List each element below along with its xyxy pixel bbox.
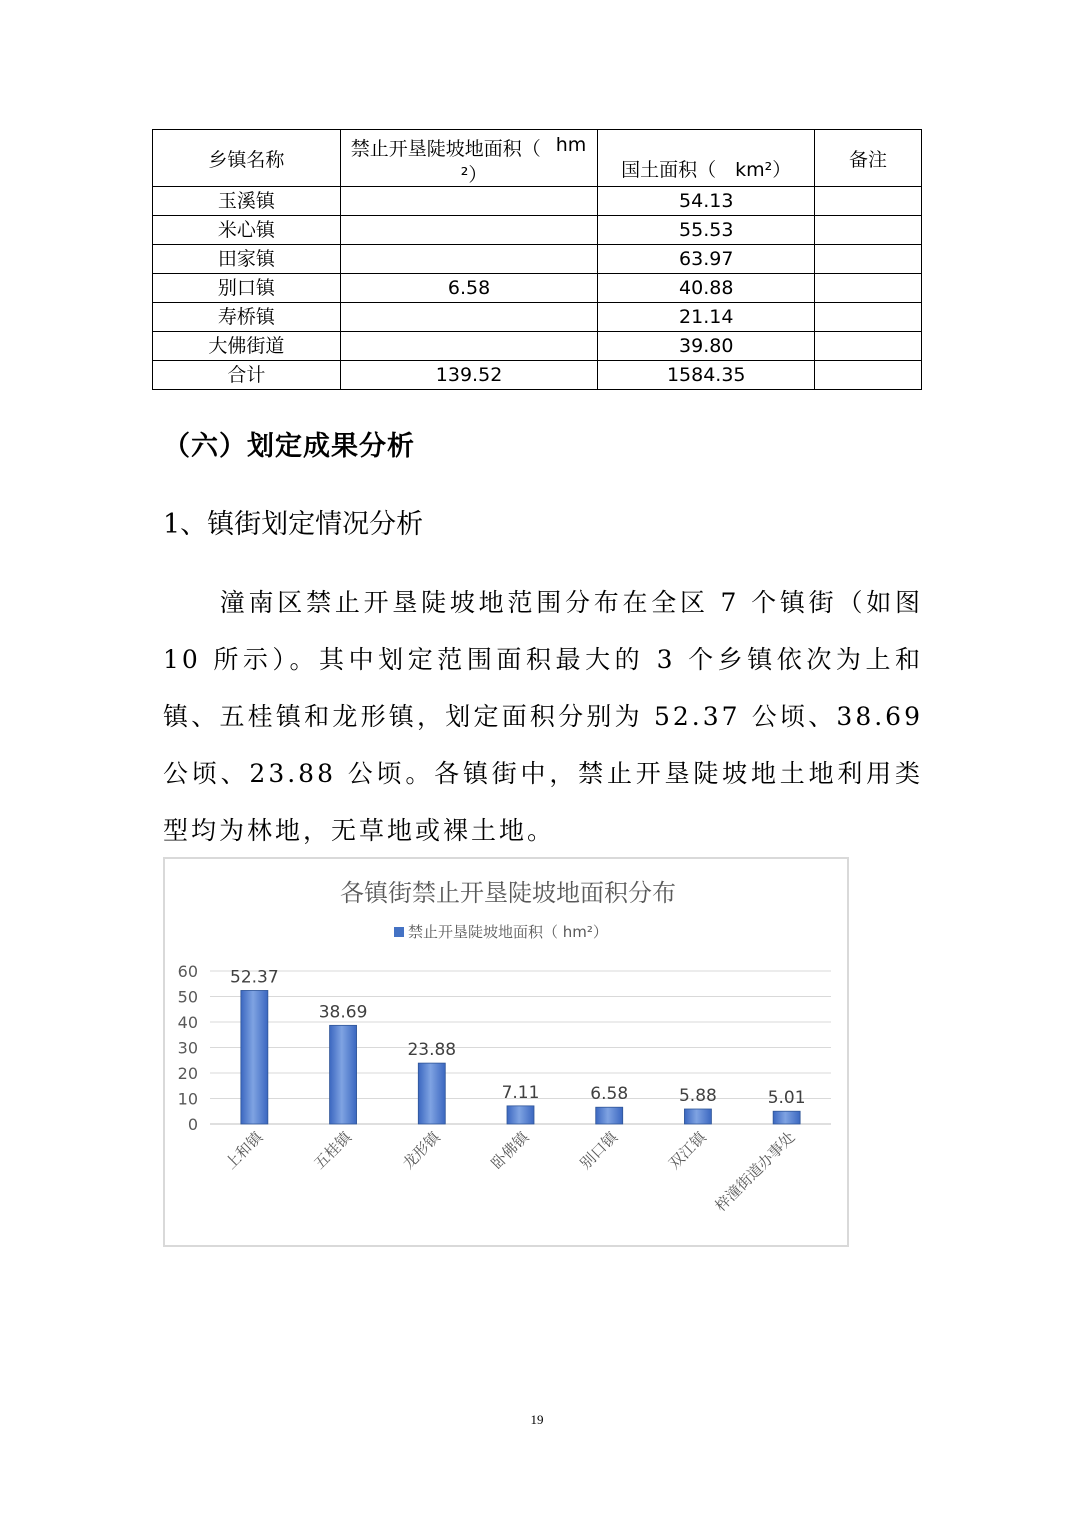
cell-forbidden-area: 139.52 (340, 361, 598, 390)
body-paragraph (163, 574, 923, 859)
cell-forbidden-area (340, 187, 598, 216)
cell-note (815, 187, 922, 216)
cell-note (815, 245, 922, 274)
cell-town-name: 玉溪镇 (153, 187, 341, 216)
cell-note (815, 216, 922, 245)
table-body (153, 187, 922, 390)
cell-note (815, 303, 922, 332)
section-heading: （六）划定成果分析 (163, 431, 415, 462)
data-label: 23.88 (407, 1040, 457, 1061)
header-forbidden-area (340, 130, 598, 187)
legend-swatch (394, 927, 404, 937)
cell-land-area: 63.97 (598, 245, 815, 274)
header-town-name: 乡镇名称 (153, 130, 341, 187)
cell-town-name: 米心镇 (153, 216, 341, 245)
bar (330, 1025, 357, 1124)
header-note: 备注 (815, 130, 922, 187)
bar (596, 1107, 623, 1124)
data-label: 7.11 (501, 1082, 540, 1103)
table-row (153, 245, 922, 274)
cell-note (815, 274, 922, 303)
cell-town-name: 别口镇 (153, 274, 341, 303)
table-row (153, 274, 922, 303)
data-label: 5.88 (678, 1086, 717, 1107)
y-tick-label: 30 (177, 1038, 198, 1058)
x-tick-label: 卧佛镇 (487, 1128, 533, 1173)
table-row (153, 332, 922, 361)
page-number: 19 (530, 1412, 544, 1427)
y-tick-label: 10 (177, 1089, 198, 1109)
cell-land-area: 1584.35 (598, 361, 815, 390)
bar (773, 1111, 800, 1124)
data-label: 52.37 (230, 967, 279, 988)
cell-forbidden-area (340, 216, 598, 245)
bar (241, 990, 268, 1124)
cell-town-name: 寿桥镇 (153, 303, 341, 332)
y-tick-label: 60 (177, 962, 198, 981)
cell-land-area: 55.53 (598, 216, 815, 245)
bar (684, 1109, 711, 1124)
header-forbidden-area-text: 禁止开垦陡坡地面积（ (350, 138, 541, 160)
bar-chart (163, 857, 849, 1247)
body-paragraph-text: 潼南区禁止开垦陡坡地范围分布在全区 7 个镇街（如图 10 所示）。其中划定范围面积最大的 3 个乡镇依次为上和镇、五桂镇和龙形镇，划定面积分别为 52.37 公顷、38.69 公顷、23.88 公顷。各镇街中，禁止开垦陡坡地土地利用类型均为林地，无草地或裸土地。 (163, 588, 923, 845)
x-tick-label: 梓潼街道办事处 (711, 1128, 799, 1216)
y-tick-label: 0 (187, 1115, 198, 1134)
table-row (153, 361, 922, 390)
x-tick-label: 龙形镇 (399, 1128, 444, 1173)
cell-land-area: 21.14 (598, 303, 815, 332)
y-tick-label: 40 (177, 1013, 198, 1032)
header-forbidden-area-unit-tail: ²） (460, 164, 488, 186)
subsection-heading: 1、镇街划定情况分析 (163, 509, 424, 540)
cell-town-name: 大佛街道 (153, 332, 341, 361)
bar (418, 1063, 445, 1124)
y-tick-label: 50 (177, 987, 198, 1007)
cell-town-name: 合计 (153, 361, 341, 390)
data-label: 38.69 (318, 1002, 368, 1023)
cell-land-area: 39.80 (598, 332, 815, 361)
cell-town-name: 田家镇 (153, 245, 341, 274)
x-tick-label: 双江镇 (665, 1128, 710, 1173)
cell-forbidden-area (340, 303, 598, 332)
x-tick-label: 别口镇 (576, 1128, 622, 1173)
data-label: 5.01 (767, 1088, 806, 1109)
header-forbidden-area-unit: hm (555, 134, 587, 156)
x-tick-label: 五桂镇 (310, 1128, 355, 1173)
x-tick-label: 上和镇 (221, 1128, 267, 1173)
cell-land-area: 40.88 (598, 274, 815, 303)
table-row (153, 187, 922, 216)
cell-forbidden-area: 6.58 (340, 274, 598, 303)
cell-land-area: 54.13 (598, 187, 815, 216)
cell-forbidden-area (340, 332, 598, 361)
data-label: 6.58 (590, 1084, 629, 1105)
header-land-area-text: 国土面积（ km²） (621, 159, 792, 181)
bar-chart-svg (165, 859, 851, 1249)
cell-note (815, 332, 922, 361)
y-tick-label: 20 (177, 1064, 198, 1083)
cell-forbidden-area (340, 245, 598, 274)
legend-label: 禁止开垦陡坡地面积（ hm²） (408, 923, 608, 941)
table-header-row (153, 130, 922, 187)
chart-title: 各镇街禁止开垦陡坡地面积分布 (340, 879, 676, 907)
bar (507, 1106, 534, 1124)
cell-note (815, 361, 922, 390)
table-row (153, 303, 922, 332)
header-land-area (598, 130, 815, 187)
table-row (153, 216, 922, 245)
area-table (152, 129, 922, 390)
